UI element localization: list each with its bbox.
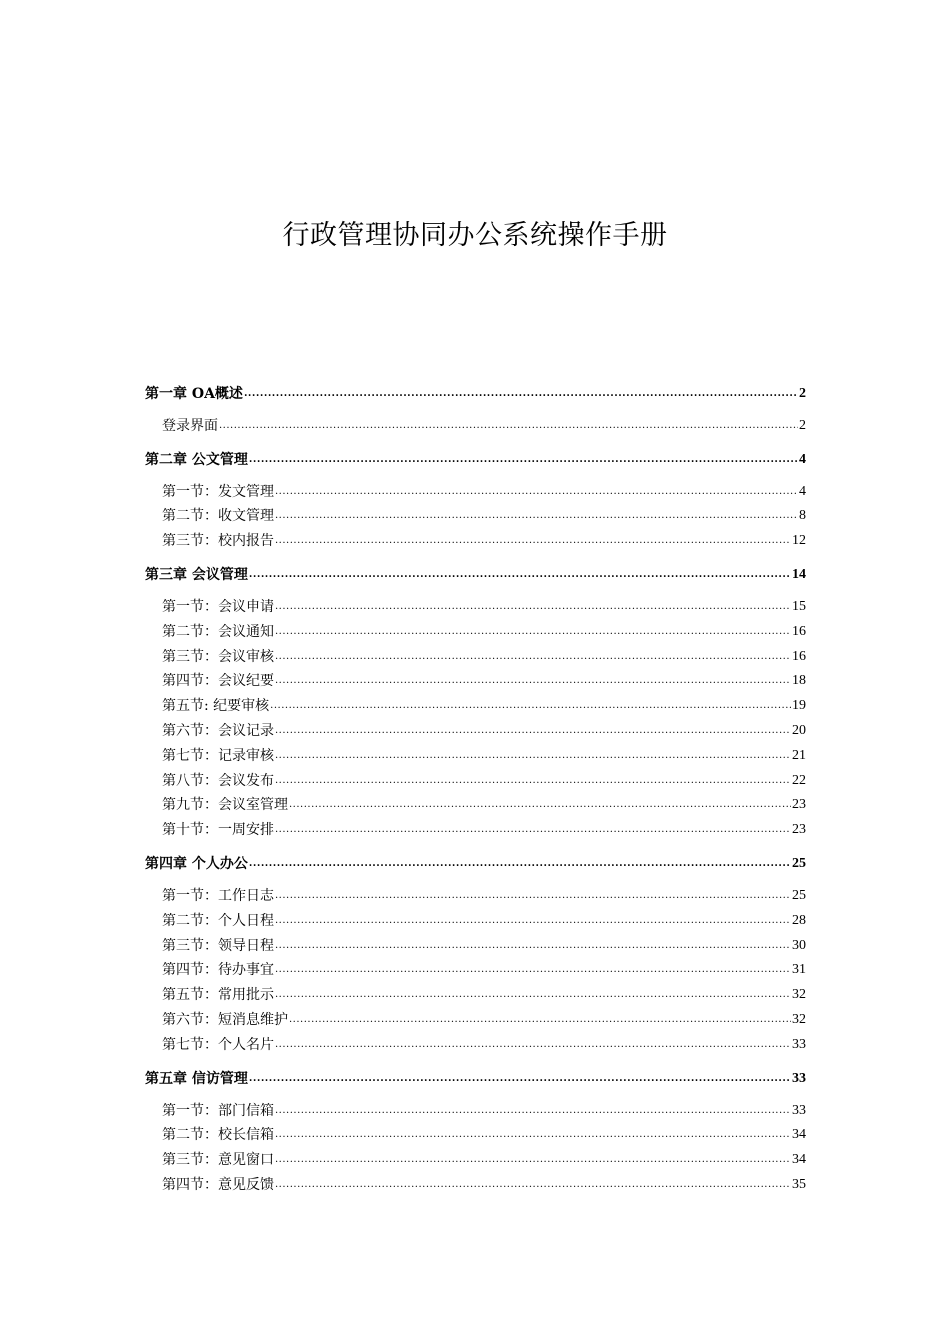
toc-section-label: 第三节：领导日程 [162,937,274,954]
toc-section-page-number: 18 [792,673,806,689]
toc-section-label: 第五节: 纪要审核 [162,698,270,715]
toc-section[interactable] [145,501,806,526]
toc-chapter-label: 第五章 信访管理 [145,1070,248,1087]
toc-section-page-number: 19 [792,698,806,714]
toc-section-label: 第三节：会议审核 [162,648,274,665]
toc-section[interactable] [145,955,806,980]
toc-section-label: 第十节：一周安排 [162,822,274,839]
toc-section-page-number: 23 [792,797,806,813]
dot-leader [275,1128,791,1142]
dot-leader [275,1178,791,1192]
toc-chapter-page-number: 33 [792,1070,806,1086]
toc-section[interactable] [145,930,806,955]
dot-leader [275,674,791,688]
toc-section-page-number: 33 [792,1102,806,1118]
dot-leader [275,485,798,499]
toc-section-page-number: 34 [792,1127,806,1143]
toc-chapter[interactable] [145,376,806,403]
toc-section-page-number: 35 [792,1176,806,1192]
toc-section-label: 第二节：校长信箱 [162,1127,274,1144]
toc-section-label: 第四节：待办事宜 [162,962,274,979]
toc-section-label: 第九节：会议室管理 [162,797,288,814]
toc-section[interactable] [145,1144,806,1169]
toc-section-label: 第四节：会议纪要 [162,673,274,690]
dot-leader [249,453,798,467]
toc-section-page-number: 30 [792,937,806,953]
toc-section[interactable] [145,591,806,616]
toc-section-label: 第一节：工作日志 [162,887,274,904]
toc-chapter[interactable] [145,557,806,584]
dot-leader [275,509,798,523]
toc-section-page-number: 16 [792,648,806,664]
toc-section-label: 第六节：会议记录 [162,722,274,739]
dot-leader [275,625,791,639]
toc-section[interactable] [145,1095,806,1120]
toc-section[interactable] [145,814,806,839]
toc-section-page-number: 31 [792,962,806,978]
toc-section-page-number: 23 [792,822,806,838]
toc-section[interactable] [145,1029,806,1054]
toc-chapter[interactable] [145,846,806,873]
dot-leader [275,889,791,903]
toc-section[interactable] [145,476,806,501]
toc-section-label: 第八节：会议发布 [162,772,274,789]
dot-leader [249,1072,791,1086]
toc-chapter-label: 第二章 公文管理 [145,451,248,468]
dot-leader [249,857,791,871]
toc-section-label: 第七节：记录审核 [162,747,274,764]
toc-section-page-number: 16 [792,623,806,639]
toc-section-label: 第三节：意见窗口 [162,1152,274,1169]
toc-section-label: 第七节：个人名片 [162,1036,274,1053]
toc-section-page-number: 8 [799,508,806,524]
toc-section[interactable] [145,765,806,790]
toc-chapter-page-number: 4 [799,451,806,467]
toc-section[interactable] [145,1004,806,1029]
toc-section[interactable] [145,1120,806,1145]
toc-section[interactable] [145,666,806,691]
toc-section-label: 第二节：个人日程 [162,912,274,929]
toc-section[interactable] [145,616,806,641]
dot-leader [275,914,791,928]
dot-leader [289,1013,791,1027]
toc-section[interactable] [145,979,806,1004]
toc-section[interactable] [145,690,806,715]
dot-leader [275,939,791,953]
toc-chapter-label: 第四章 个人办公 [145,856,248,873]
toc-section-page-number: 22 [792,772,806,788]
toc-section[interactable] [145,740,806,765]
dot-leader [275,650,791,664]
toc-section-page-number: 33 [792,1036,806,1052]
toc-section-label: 第二节：会议通知 [162,623,274,640]
toc-section[interactable] [145,880,806,905]
toc-section-page-number: 21 [792,747,806,763]
toc-section[interactable] [145,1169,806,1194]
dot-leader [275,534,791,548]
dot-leader [289,798,791,812]
toc-section-page-number: 28 [792,912,806,928]
dot-leader [275,963,791,977]
toc-section-page-number: 25 [792,887,806,903]
toc-section[interactable] [145,410,806,435]
document-title: 行政管理协同办公系统操作手册 [282,220,668,251]
dot-leader [219,419,798,433]
dot-leader [275,1038,791,1052]
toc-chapter-page-number: 2 [799,386,806,401]
dot-leader [275,724,791,738]
toc-section-label: 第五节：常用批示 [162,987,274,1004]
dot-leader [275,988,791,1002]
toc-section[interactable] [145,715,806,740]
toc-chapter-label: 第三章 会议管理 [145,567,248,584]
toc-chapter[interactable] [145,442,806,469]
dot-leader [275,823,791,837]
toc-section-label: 第二节：收文管理 [162,508,274,525]
dot-leader [275,600,791,614]
toc-section-label: 第六节：短消息维护 [162,1011,288,1028]
dot-leader [275,1104,791,1118]
dot-leader [275,1153,791,1167]
toc-section-page-number: 32 [792,987,806,1003]
toc-section-page-number: 12 [792,533,806,549]
toc-section-label: 第一节：会议申请 [162,598,274,615]
toc-section-page-number: 15 [792,598,806,614]
toc-section-page-number: 32 [792,1011,806,1027]
toc-section-page-number: 2 [799,417,806,433]
toc-section-page-number: 34 [792,1152,806,1168]
toc-section[interactable] [145,905,806,930]
dot-leader [275,774,791,788]
toc-section[interactable] [145,525,806,550]
toc-section-label: 第三节：校内报告 [162,533,274,550]
dot-leader [244,387,798,401]
toc-section-page-number: 20 [792,722,806,738]
toc-section[interactable] [145,790,806,815]
toc-section-label: 第一节：部门信箱 [162,1102,274,1119]
toc-section-page-number: 4 [799,483,806,499]
dot-leader [249,568,791,582]
dot-leader [270,699,791,713]
toc-chapter-page-number: 25 [792,856,806,872]
toc-section-label: 第四节：意见反馈 [162,1176,274,1193]
toc-section-label: 登录界面 [162,417,218,434]
toc-chapter-page-number: 14 [792,567,806,583]
toc-chapter-label: 第一章 OA概述 [145,386,243,402]
table-of-contents [145,376,806,1194]
toc-chapter[interactable] [145,1061,806,1088]
toc-section-label: 第一节：发文管理 [162,483,274,500]
toc-section[interactable] [145,641,806,666]
dot-leader [275,749,791,763]
